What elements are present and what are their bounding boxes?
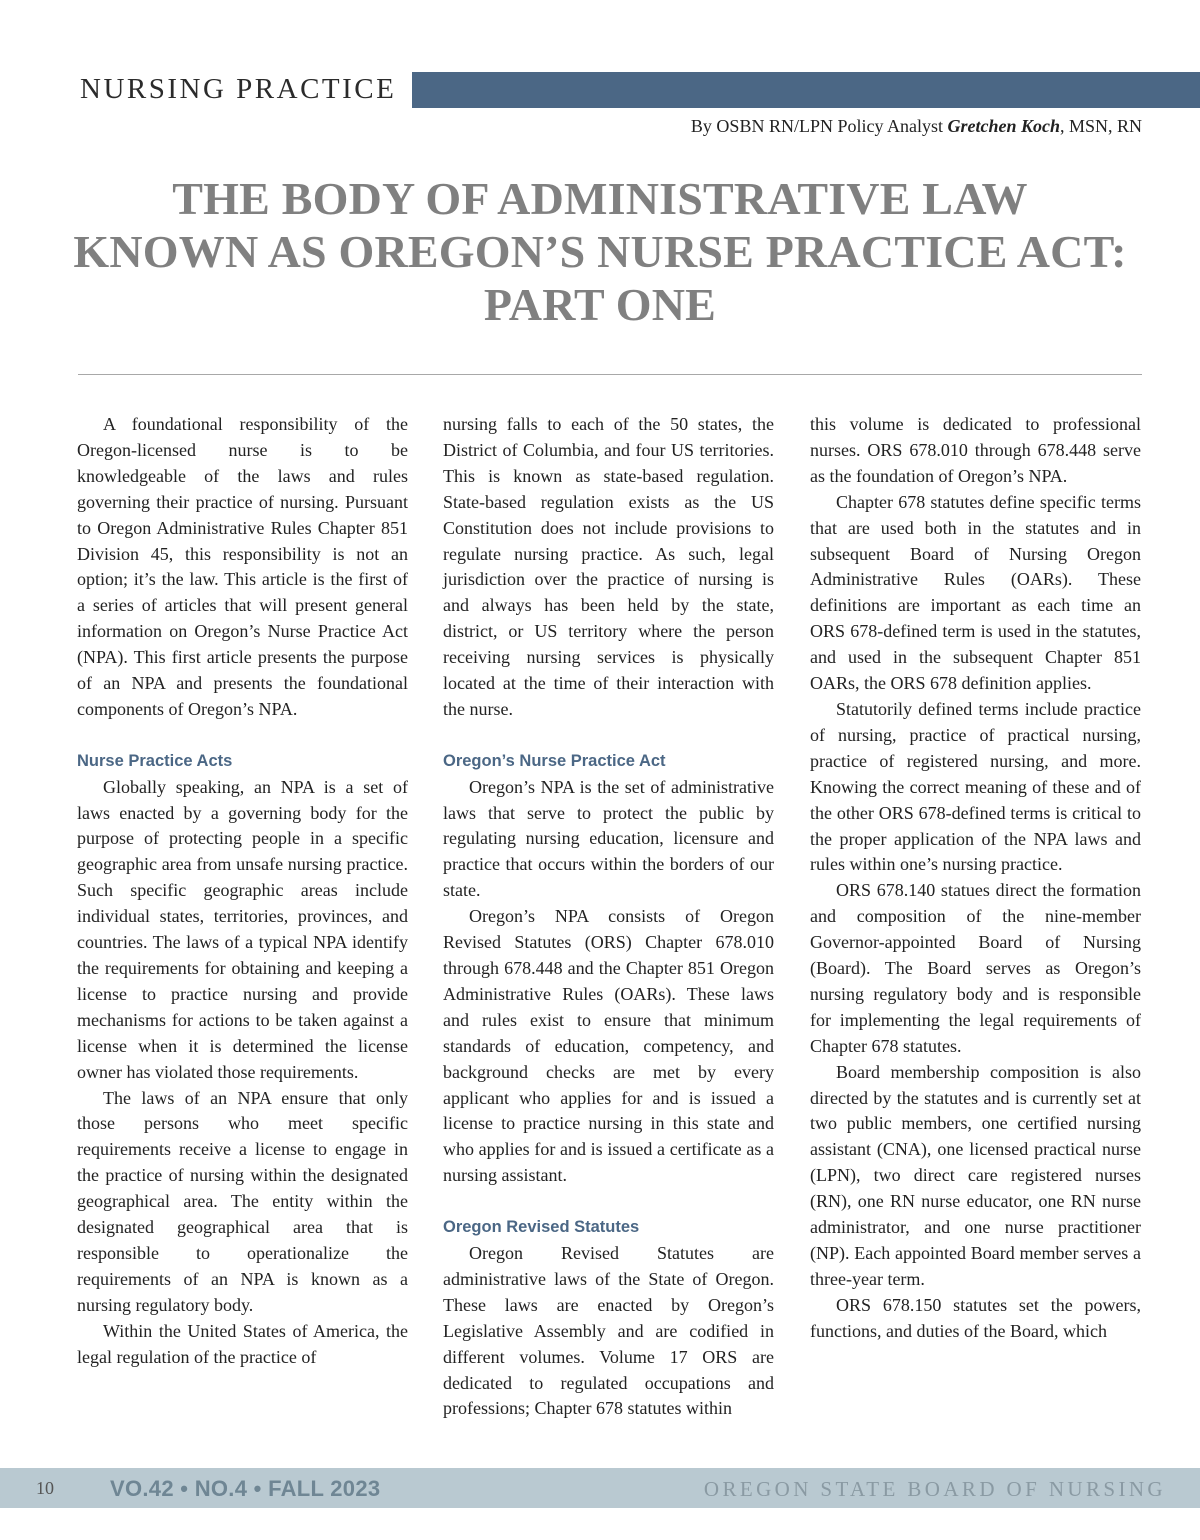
title-divider <box>78 374 1142 375</box>
paragraph: Oregon’s NPA is the set of administrative laws that serve to protect the public by regulating nursing education, licensure and practice that occurs within the borders of our state. <box>443 776 774 901</box>
paragraph: The laws of an NPA ensure that only those persons who meet specific requirements receive a license to engage in the practice of nursing within the designated geographical area. The entity within the designated geographical area that is responsible to operationalize the requirements of an NPA is known as a nursing regulatory body. <box>77 1087 408 1315</box>
title-line-2: KNOWN AS OREGON’S NURSE PRACTICE ACT: <box>73 226 1127 277</box>
paragraph: Globally speaking, an NPA is a set of laws enacted by a governing body for the purpose of protecting people in a specific geographic area from unsafe nursing practice. Such specific geographic areas include individual states, territories, provinces, and countries. The laws of a typical NPA identify the requirements for obtaining and keeping a license to practice nursing and provide mechanisms for actions to be taken against a license when it is determined the license owner has violated those requirements. <box>77 776 408 1082</box>
paragraph: nursing falls to each of the 50 states, the District of Columbia, and four US territories. This is known as state-based regulation. State-based regulation exists as the US Constitution does not include provisions to regulate nursing practice. As such, legal jurisdiction over the practice of nursing is and always has been held by the state, district, or US territory where the person receiving nursing services is physically located at the time of their interaction with the nurse. <box>443 414 774 719</box>
paragraph: A foundational responsibility of the Oregon-licensed nurse is to be knowledgeable of the laws and rules governing their practice of nursing. Pursuant to Oregon Administrative Rules Chapter 851 Division 45, this responsibility is not an option; it’s the law. This article is the first of a series of articles that will present general information on Oregon’s Nurse Practice Act (NPA). This first article presents the purpose of an NPA and presents the foundational components of Oregon’s NPA. <box>77 414 408 719</box>
title-line-1: THE BODY OF ADMINISTRATIVE LAW <box>172 173 1028 224</box>
article-title <box>40 172 1160 331</box>
section-heading-oregon-revised-statutes: Oregon Revised Statutes <box>443 1218 640 1237</box>
paragraph: Within the United States of America, the legal regulation of the practice of <box>77 1320 408 1367</box>
organization-name: OREGON STATE BOARD OF NURSING <box>703 1477 1166 1501</box>
paragraph: this volume is dedicated to professional nurses. ORS 678.010 through 678.448 serve as the foundation of Oregon’s NPA. <box>810 414 1141 486</box>
paragraph: Oregon’s NPA consists of Oregon Revised Statutes (ORS) Chapter 678.010 through 678.448 and the Chapter 851 Oregon Administrative Rules (OARs). These laws and rules exist to ensure that minimum standards of education, competency, and background checks are met by every applicant who applies for and is issued a license to practice nursing in this state and who applies for and is issued a certificate as a nursing assistant. <box>443 906 774 1186</box>
page-number: 10 <box>36 1478 54 1498</box>
article-column-1 <box>77 412 408 1371</box>
paragraph: ORS 678.150 statutes set the powers, functions, and duties of the Board, which <box>810 1294 1141 1341</box>
byline <box>691 116 1142 137</box>
issue-info: VO.42 • NO.4 • FALL 2023 <box>110 1476 381 1501</box>
paragraph: Board membership composition is also directed by the statutes and is currently set at two public members, one certified nursing assistant (CNA), one licensed practical nurse (LPN), two direct care registered nurses (RN), one RN nurse educator, one RN nurse administrator, and one nurse practitioner (NP). Each appointed Board member serves a three-year term. <box>810 1061 1141 1289</box>
byline-credentials: , MSN, RN <box>1059 116 1142 136</box>
section-label: NURSING PRACTICE <box>80 73 397 105</box>
section-heading-nurse-practice-acts: Nurse Practice Acts <box>77 751 233 770</box>
byline-prefix: By OSBN RN/LPN Policy Analyst <box>690 116 948 136</box>
paragraph: Chapter 678 statutes define specific terms that are used both in the statutes and in subsequent Board of Nursing Oregon Administrative Rules (OARs). These definitions are important as each time an ORS 678-defined term is used in the statutes, and used in the subsequent Chapter 851 OARs, the ORS 678 definition applies. <box>810 491 1141 694</box>
section-header-bar <box>412 72 1200 108</box>
paragraph: Oregon Revised Statutes are administrative laws of the State of Oregon. These laws are enacted by Oregon’s Legislative Assembly and are codified in different volumes. Volume 17 ORS are dedicated to regulated occupations and professions; Chapter 678 statutes within <box>443 1242 774 1419</box>
section-heading-oregons-npa: Oregon’s Nurse Practice Act <box>443 751 666 770</box>
article-column-2 <box>443 412 774 1422</box>
byline-author-name: Gretchen Koch <box>947 116 1060 136</box>
paragraph: ORS 678.140 statues direct the formation and composition of the nine-member Governor-appointed Board of Nursing (Board). The Board serves as Oregon’s nursing regulatory body and is responsible for implementing the legal requirements of Chapter 678 statutes. <box>810 880 1141 1056</box>
article-column-3 <box>810 412 1141 1345</box>
title-line-3: PART ONE <box>483 279 717 330</box>
paragraph: Statutorily defined terms include practice of nursing, practice of practical nursing, practice of registered nursing, and more. Knowing the correct meaning of these and of the other ORS 678-defined terms is critical to the proper application of the NPA laws and rules within one’s nursing practice. <box>810 698 1141 875</box>
